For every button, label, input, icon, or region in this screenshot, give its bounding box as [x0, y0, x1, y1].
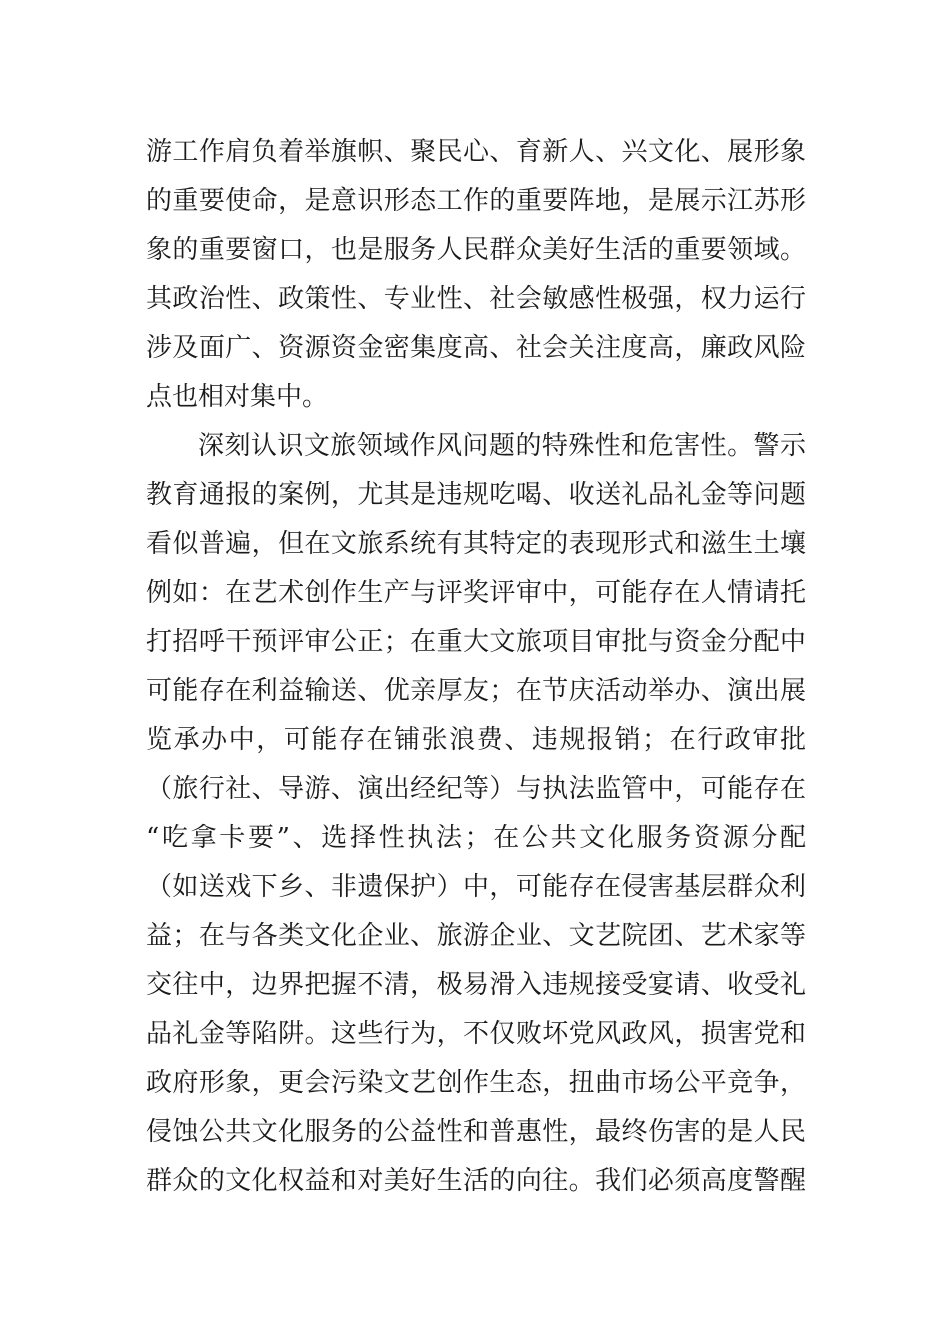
paragraph-line: 览承办中，可能存在铺张浪费、违规报销；在行政审批 — [146, 725, 806, 755]
paragraph-line: “吃拿卡要”、选择性执法；在公共文化服务资源分配 — [146, 823, 806, 853]
paragraph-line: 看似普遍，但在文旅系统有其特定的表现形式和滋生土壤 — [146, 529, 806, 559]
paragraph-line: 打招呼干预评审公正；在重大文旅项目审批与资金分配中 — [146, 627, 806, 657]
paragraph-line: 点也相对集中。 — [146, 382, 329, 412]
paragraph-line: 象的重要窗口，也是服务人民群众美好生活的重要领域。 — [146, 235, 806, 265]
paragraph-line: 群众的文化权益和对美好生活的向往。我们必须高度警醒 — [146, 1166, 806, 1196]
paragraph-line: 侵蚀公共文化服务的公益性和普惠性，最终伤害的是人民 — [146, 1117, 806, 1147]
paragraph-line: （如送戏下乡、非遗保护）中，可能存在侵害基层群众利 — [146, 872, 806, 902]
paragraph-line: 可能存在利益输送、优亲厚友；在节庆活动举办、演出展 — [146, 676, 806, 706]
paragraph-line: 其政治性、政策性、专业性、社会敏感性极强，权力运行 — [146, 284, 806, 314]
paragraph-line: 游工作肩负着举旗帜、聚民心、育新人、兴文化、展形象 — [146, 137, 806, 167]
paragraph-line: 交往中，边界把握不清，极易滑入违规接受宴请、收受礼 — [146, 970, 806, 1000]
paragraph-line: 政府形象，更会污染文艺创作生态，扭曲市场公平竞争， — [146, 1068, 806, 1098]
paragraph-line: 益；在与各类文化企业、旅游企业、文艺院团、艺术家等 — [146, 921, 806, 951]
paragraph-line: 深刻认识文旅领域作风问题的特殊性和危害性。警示 — [198, 431, 806, 461]
paragraph-line: 的重要使命，是意识形态工作的重要阵地，是展示江苏形 — [146, 186, 806, 216]
paragraph-line: 品礼金等陷阱。这些行为，不仅败坏党风政风，损害党和 — [146, 1019, 806, 1049]
paragraph-line: （旅行社、导游、演出经纪等）与执法监管中，可能存在 — [146, 774, 806, 804]
paragraph-line: 教育通报的案例，尤其是违规吃喝、收送礼品礼金等问题 — [146, 480, 806, 510]
paragraph-line: 例如：在艺术创作生产与评奖评审中，可能存在人情请托 — [146, 578, 806, 608]
paragraph-line: 涉及面广、资源资金密集度高、社会关注度高，廉政风险 — [146, 333, 806, 363]
